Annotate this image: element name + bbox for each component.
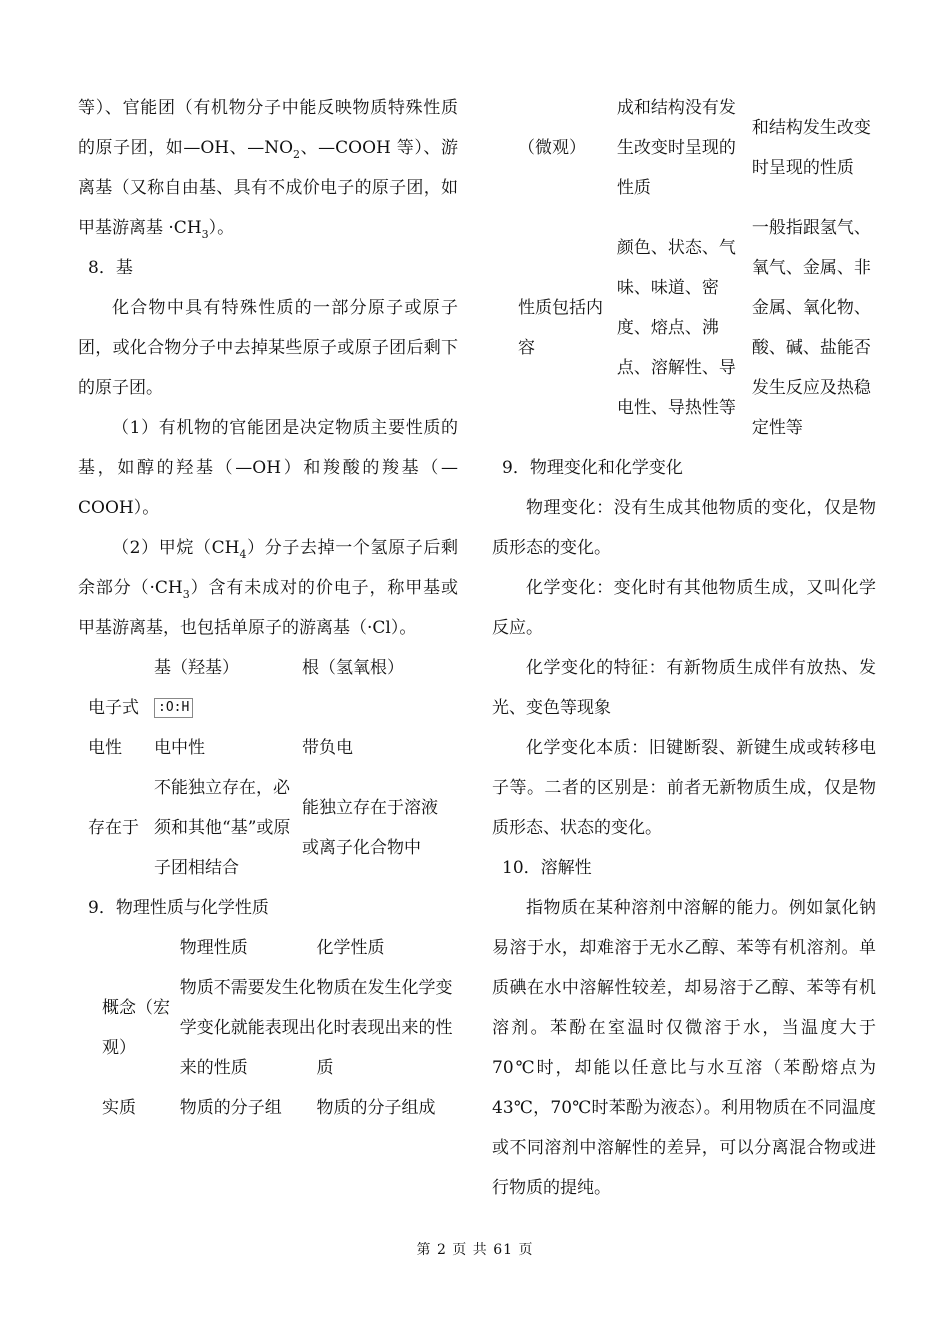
header-ion: 根（氢氧根） (302, 658, 404, 678)
physical-chemical-properties-table-continued (492, 88, 876, 448)
table-header-row (78, 648, 452, 688)
header-radical: 基（羟基） (154, 658, 239, 678)
heading-solubility: 10．溶解性 (502, 858, 592, 878)
heading-changes: 9．物理变化和化学变化 (502, 458, 683, 478)
paragraph-solubility: 指物质在某种溶剂中溶解的能力。例如氯化钠易溶于水，却难溶于无水乙醇、苯等有机溶剂。单质碘在水中溶解性较差，却易溶于乙醇、苯等有机溶剂。苯酚在室温时仅微溶于水，当温度大于 70℃时，却能以任意比与水互溶（苯酚熔点为 43℃，70℃时苯酚为液态）。利用物质在不同温度或不同溶剂中溶解性的差异，可以分离混合物或进行物质的提纯。 (492, 898, 876, 1198)
table-row-electron-formula (78, 688, 452, 728)
table-cell: 物质在发生化学变化时表现出来的性质 (316, 978, 453, 1078)
table-row-essence-micro (492, 88, 876, 208)
table-row-essence (78, 1088, 458, 1128)
paragraph-radical-point-1: （1）有机物的官能团是决定物质主要性质的基，如醇的羟基（—OH）和羧酸的羧基（—COOH）。 (78, 418, 458, 518)
header-physical: 物理性质 (179, 938, 248, 958)
paragraph-chemical-essence: 化学变化本质：旧键断裂、新键生成或转移电子等。二者的区别是：前者无新物质生成，仅是物质形态、状态的变化。 (492, 738, 876, 838)
left-column (78, 88, 458, 1128)
physical-chemical-properties-table (78, 928, 458, 1128)
table-row-concept (78, 968, 458, 1088)
table-header-row (78, 928, 458, 968)
table-cell: 带负电 (302, 738, 353, 758)
row-label: 概念（宏观） (102, 998, 170, 1058)
table-row-existence (78, 768, 452, 888)
paragraph-radical-point-2: （2）甲烷$(CH_4)$分子去掉一个氢原子后剩余部分$(\cdot CH_3)$含有未成对的价电子，称甲基或甲基游离基，也包括单原子的游离基（·Cl）。 (78, 538, 458, 638)
table-cell: 物质的分子组 (179, 1098, 282, 1118)
row-label: 实质 (102, 1098, 136, 1118)
table-cell: 一般指跟氢气、氧气、金属、非金属、氧化物、酸、碱、盐能否发生反应及热稳定性等 (751, 218, 871, 438)
paragraph-chemical-change: 化学变化：变化时有其他物质生成，又叫化学反应。 (492, 578, 876, 638)
paragraph-radical-definition: 化合物中具有特殊性质的一部分原子或原子团，或化合物分子中去掉某些原子或原子团后剩下的原子团。 (78, 298, 458, 398)
heading-radical: 8．基 (88, 258, 133, 278)
table-cell: 成和结构没有发生改变时呈现的性质 (616, 98, 736, 198)
table-cell: 物质的分子组成 (316, 1098, 436, 1118)
row-label: （微观） (518, 138, 586, 158)
row-label: 电性 (88, 738, 122, 758)
table-cell: 不能独立存在，必须和其他“基”或原子团相结合 (154, 778, 291, 878)
table-cell: 物质不需要发生化学变化就能表现出来的性质 (179, 978, 316, 1078)
row-label: 电子式 (88, 698, 139, 718)
table-cell: 和结构发生改变时呈现的性质 (751, 118, 871, 178)
paragraph-chemical-feature: 化学变化的特征：有新物质生成伴有放热、发光、变色等现象 (492, 658, 876, 718)
paragraph-physical-change: 物理变化：没有生成其他物质的变化，仅是物质形态的变化。 (492, 498, 876, 558)
table-cell: 电中性 (154, 738, 205, 758)
heading-properties: 9．物理性质与化学性质 (88, 898, 269, 918)
table-cell: 颜色、状态、气味、味道、密度、熔点、沸点、溶解性、导电性、导热性等 (616, 238, 736, 418)
row-label: 存在于 (88, 818, 139, 838)
page-footer: 第 2 页 共 61 页 (416, 1242, 534, 1258)
header-chemical: 化学性质 (316, 938, 385, 958)
row-label: 性质包括内容 (518, 298, 603, 358)
hydroxyl-lewis-structure: :O:H (154, 698, 193, 718)
table-cell: 能独立存在于溶液或离子化合物中 (302, 798, 438, 858)
right-column (492, 88, 876, 1208)
table-row-content (492, 208, 876, 448)
paragraph-functional-group: 等）、官能团（有机物分子中能反映物质特殊性质的原子团，如—OH、$—NO_2$、—COOH 等）、游离基（又称自由基、具有不成价电子的原子团，如甲基游离基 $\cdot CH_3$）。 (78, 98, 458, 241)
radical-vs-ion-table (78, 648, 452, 888)
table-row-charge (78, 728, 452, 768)
